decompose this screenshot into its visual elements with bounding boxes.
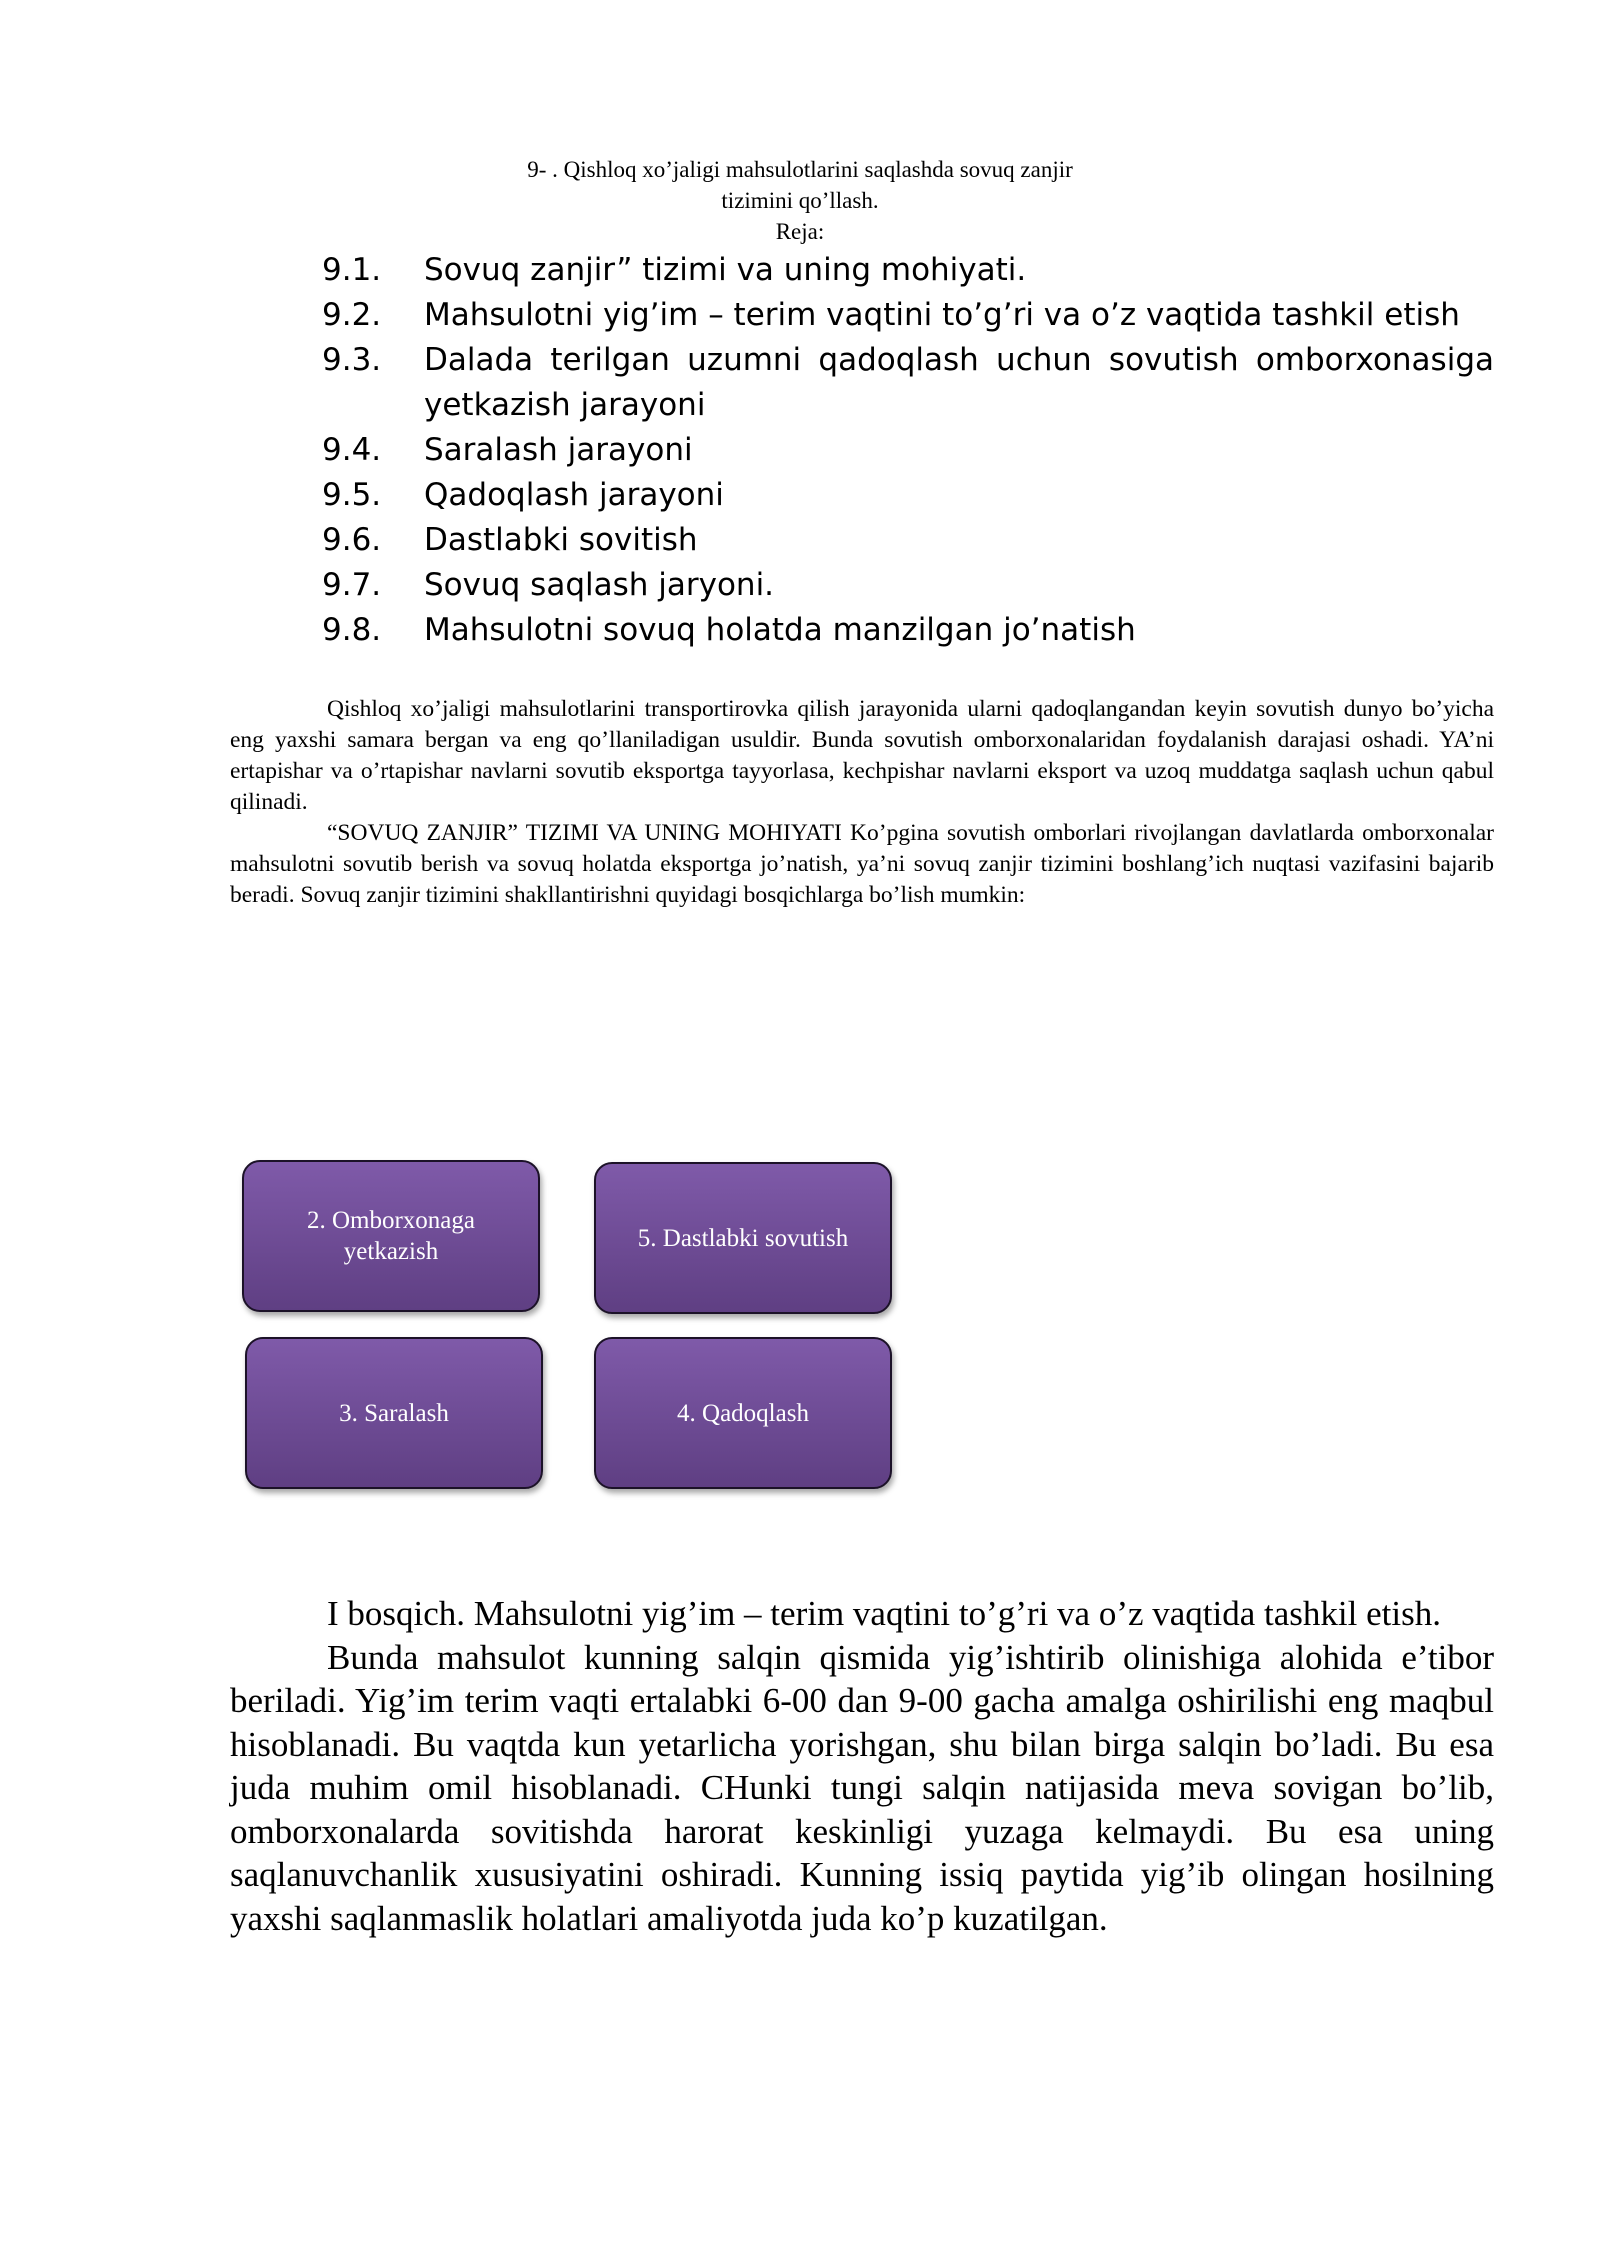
plan-list bbox=[322, 248, 1494, 653]
plan-item bbox=[322, 608, 1494, 653]
plan-item-number: 9.7. bbox=[322, 567, 382, 603]
diagram-box-delivery bbox=[242, 1160, 540, 1312]
page-title-line-1: 9- . Qishloq xo’jaligi mahsulotlarini saqlashda sovuq zanjir bbox=[527, 157, 1073, 182]
cold-chain-paragraph: “SOVUQ ZANJIR” TIZIMI VA UNING MOHIYATI Ko’pgina sovutish omborlari rivojlangan davlatlarda omborxonalar mahsulotni sovutib berish va sovuq holatda eksportga jo’natish, ya’ni sovuq zanjir tizimini boshlang’ich nuqtasi vazifasini bajarib beradi. Sovuq zanjir tizimini shakllantirishni quyidagi bosqichlarga bo’lish mumkin: bbox=[230, 820, 1494, 908]
intro-paragraph: Qishloq xo’jaligi mahsulotlarini transportirovka qilish jarayonida ularni qadoqlangandan keyin sovutish dunyo bo’yicha eng yaxshi samara bergan va eng qo’llaniladigan usuldir. Bunda sovutish omborxonalaridan foydalanish darajasi oshadi. YA’ni ertapishar va o’rtapishar navlarni sovutib eksportga tayyorlasa, kechpishar navlarni eksport va uzoq muddatga saqlash uchun qabul qilinadi. bbox=[230, 696, 1494, 815]
plan-item-text: Qadoqlash jarayoni bbox=[424, 477, 724, 513]
intro-section bbox=[230, 694, 1494, 911]
plan-item-text: Sovuq saqlash jaryoni. bbox=[424, 567, 775, 603]
diagram-box-label: 3. Saralash bbox=[339, 1399, 449, 1427]
stage-section bbox=[230, 1592, 1494, 1940]
plan-item bbox=[322, 338, 1494, 428]
plan-item bbox=[322, 428, 1494, 473]
page-title-line-2: tizimini qo’llash. bbox=[721, 188, 879, 213]
diagram-box-sorting bbox=[245, 1337, 543, 1489]
plan-item-number: 9.1. bbox=[322, 252, 382, 288]
plan-item bbox=[322, 248, 1494, 293]
plan-item-text: Mahsulotni sovuq holatda manzilgan jo’natish bbox=[424, 612, 1136, 648]
plan-item-number: 9.3. bbox=[322, 342, 382, 378]
plan-item-number: 9.6. bbox=[322, 522, 382, 558]
plan-item-text: Mahsulotni yig’im – terim vaqtini to’g’ri va o’z vaqtida tashkil etish bbox=[424, 297, 1460, 333]
stage-heading: I bosqich. Mahsulotni yig’im – terim vaqtini to’g’ri va o’z vaqtida tashkil etish. bbox=[327, 1594, 1441, 1633]
plan-item bbox=[322, 518, 1494, 563]
plan-item-text: Sovuq zanjir” tizimi va uning mohiyati. bbox=[424, 252, 1027, 288]
plan-item-text: Dalada terilgan uzumni qadoqlash uchun sovutish omborxonasiga yetkazish jarayoni bbox=[424, 342, 1494, 423]
plan-heading: Reja: bbox=[775, 219, 825, 244]
plan-item bbox=[322, 473, 1494, 518]
plan-item-number: 9.8. bbox=[322, 612, 382, 648]
plan-item-number: 9.5. bbox=[322, 477, 382, 513]
plan-item-text: Dastlabki sovitish bbox=[424, 522, 698, 558]
stage-paragraph: Bunda mahsulot kunning salqin qismida yig’ishtirib olinishiga alohida e’tibor beriladi. Yig’im terim vaqti ertalabki 6-00 dan 9-00 gacha amalga oshirilishi eng maqbul hisoblanadi. Bu vaqtda kun yetarlicha yorishgan, shu bilan birga salqin bo’ladi. Bu esa juda muhim omil hisoblanadi. CHunki tungi salqin natijasida meva sovigan bo’lib, omborxonalarda sovitishda harorat keskinligi yuzaga kelmaydi. Bu esa uning saqlanuvchanlik xususiyatini oshiradi. Kunning issiq paytida yig’ib olingan hosilning yaxshi saqlanmaslik holatlari amaliyotda juda ko’p kuzatilgan. bbox=[230, 1637, 1494, 1938]
diagram-box-label: 2. Omborxonaga yetkazish bbox=[306, 1207, 476, 1265]
plan-item-number: 9.2. bbox=[322, 297, 382, 333]
diagram-box-label: 5. Dastlabki sovutish bbox=[637, 1224, 849, 1252]
plan-item-number: 9.4. bbox=[322, 432, 382, 468]
plan-item bbox=[322, 563, 1494, 608]
diagram-box-label: 4. Qadoqlash bbox=[677, 1399, 809, 1427]
plan-item-text: Saralash jarayoni bbox=[424, 432, 693, 468]
page-header bbox=[0, 154, 1600, 247]
plan-item bbox=[322, 293, 1494, 338]
diagram-box-packing bbox=[594, 1337, 892, 1489]
diagram-box-cooling bbox=[594, 1162, 892, 1314]
